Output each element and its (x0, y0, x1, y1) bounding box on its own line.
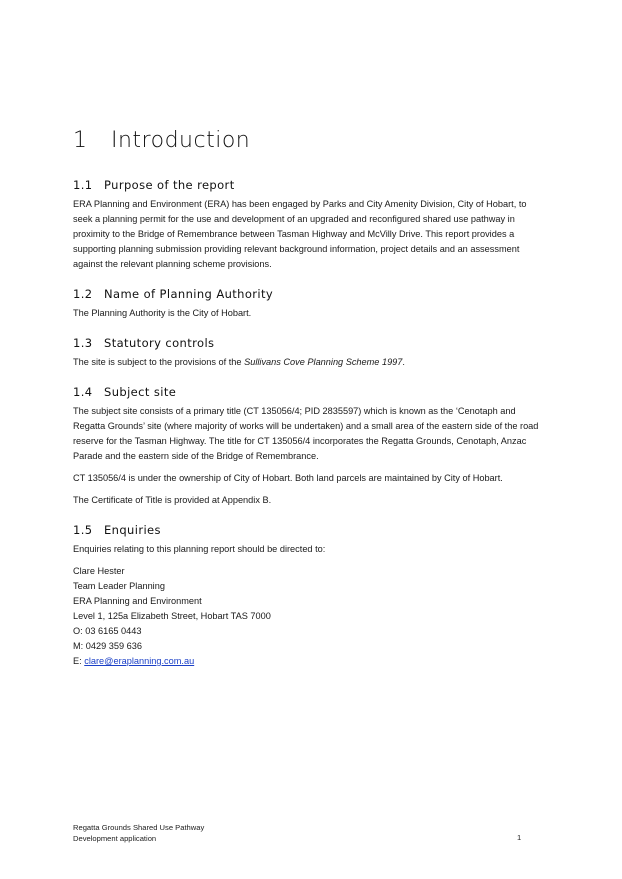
paragraph: The Certificate of Title is provided at Appendix B. (73, 495, 272, 505)
section-title: Enquiries (104, 523, 161, 537)
section-number: 1.1 (73, 178, 93, 192)
chapter-heading (73, 128, 250, 153)
paragraph: The subject site consists of a primary title (CT 135056/4; PID 2835597) which is known as the ‘Cenotaph and Regatta Grounds’ site (where majority of works will be undertaken) and a small area of the eastern side of the road reserve for the Tasman Highway. The title for CT 135056/4 incorporates the Regatta Grounds, Cenotaph, Anzac Parade and the eastern side of the Bridge of Remembrance. (73, 406, 539, 461)
paragraph-text-end: . (402, 357, 405, 367)
email-prefix: E: (73, 656, 85, 666)
chapter-title: Introduction (111, 128, 251, 153)
page-number: 1 (517, 833, 522, 842)
chapter-number: 1 (73, 128, 88, 153)
section-enquiries (73, 523, 543, 669)
section-number: 1.5 (73, 523, 93, 537)
paragraph (73, 355, 543, 370)
section-title: Purpose of the report (104, 178, 235, 192)
paragraph-text: The site is subject to the provisions of the (73, 357, 245, 367)
section-heading (73, 336, 543, 350)
section-heading (73, 178, 543, 192)
contact-block (73, 564, 543, 669)
footer-document-type: Development application (73, 834, 157, 843)
section-planning-authority (73, 287, 543, 321)
page-footer (73, 822, 523, 844)
contact-mobile-phone: M: 0429 359 636 (73, 641, 142, 651)
footer-project-title: Regatta Grounds Shared Use Pathway (73, 823, 205, 832)
section-purpose (73, 178, 543, 272)
section-heading (73, 523, 543, 537)
contact-email (73, 654, 543, 669)
contact-organisation: ERA Planning and Environment (73, 596, 202, 606)
document-body (73, 178, 543, 684)
section-heading (73, 287, 543, 301)
section-number: 1.4 (73, 385, 93, 399)
section-number: 1.2 (73, 287, 93, 301)
section-title: Subject site (104, 385, 177, 399)
section-heading (73, 385, 543, 399)
section-title: Statutory controls (104, 336, 215, 350)
contact-role: Team Leader Planning (73, 581, 165, 591)
paragraph: The Planning Authority is the City of Hobart. (73, 308, 252, 318)
section-statutory-controls (73, 336, 543, 370)
scheme-name: Sullivans Cove Planning Scheme 1997 (244, 357, 403, 367)
paragraph: Enquiries relating to this planning report should be directed to: (73, 544, 326, 554)
contact-office-phone: O: 03 6165 0443 (73, 626, 142, 636)
section-title: Name of Planning Authority (104, 287, 274, 301)
contact-name: Clare Hester (73, 566, 125, 576)
paragraph: ERA Planning and Environment (ERA) has been engaged by Parks and City Amenity Division, City of Hobart, to seek a planning permit for the use and development of an upgraded and reconfigured shared use pathway in proximity to the Bridge of Remembrance between Tasman Highway and McVilly Drive. This report provides a supporting planning submission providing relevant background information, project details and an assessment against the relevant planning scheme provisions. (73, 199, 527, 269)
section-subject-site (73, 385, 543, 508)
section-number: 1.3 (73, 336, 93, 350)
contact-address: Level 1, 125a Elizabeth Street, Hobart TAS 7000 (73, 611, 271, 621)
email-link[interactable]: clare@eraplanning.com.au (84, 656, 195, 666)
paragraph: CT 135056/4 is under the ownership of City of Hobart. Both land parcels are maintained by City of Hobart. (73, 473, 503, 483)
